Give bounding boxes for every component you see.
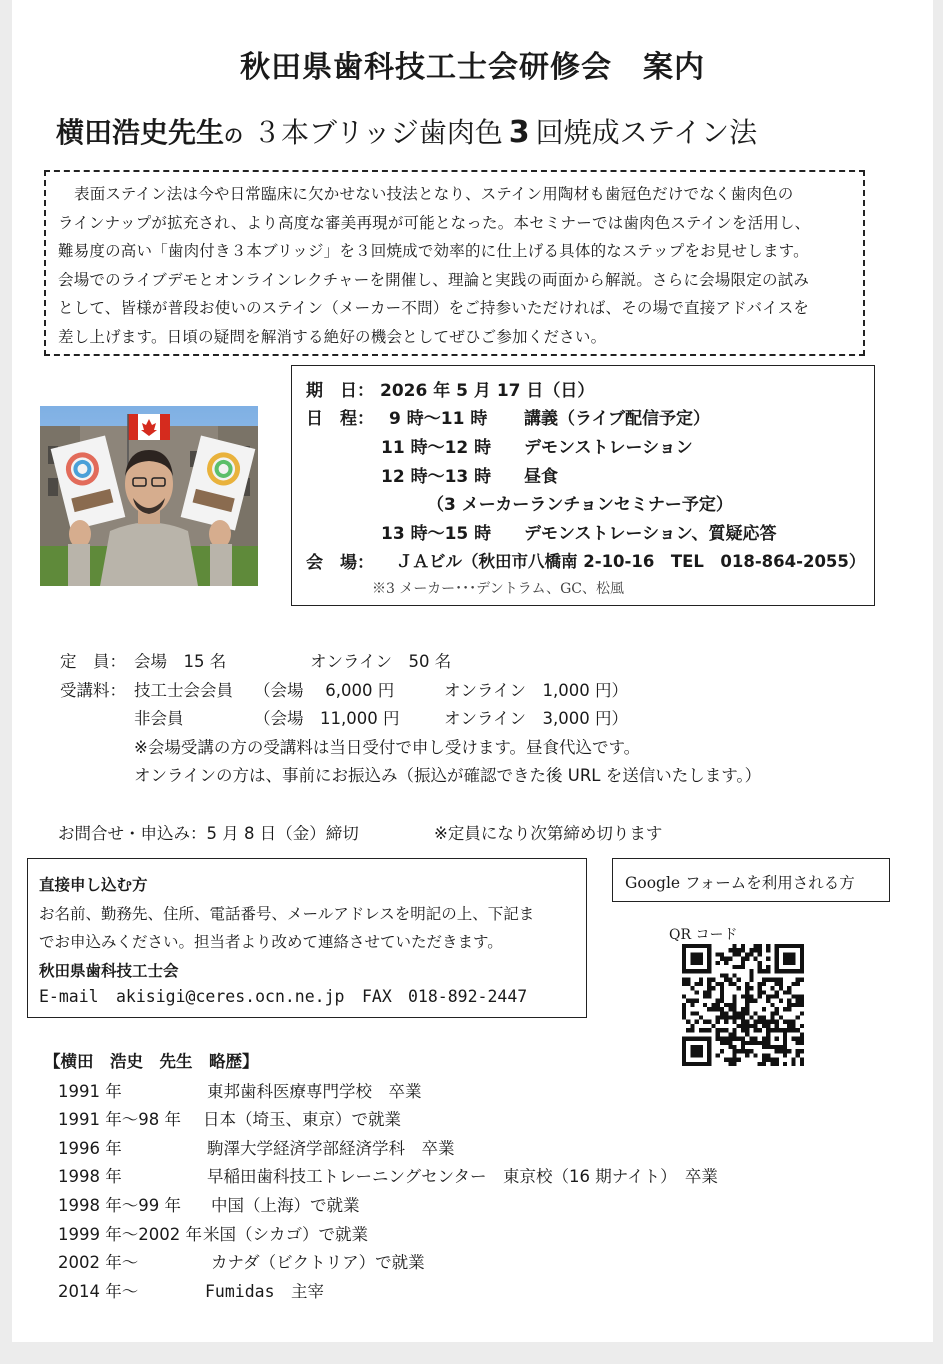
fee-note: ※会場受講の方の受講料は当日受付で申し受けます。昼食代込です。 bbox=[134, 738, 641, 757]
intro-line: 差し上げます。日頃の疑問を解消する絶好の機会としてぜひご参加ください。 bbox=[58, 327, 607, 346]
direct-heading: 直接申し込む方 bbox=[39, 876, 148, 894]
subtitle-number: 3 bbox=[508, 115, 530, 150]
qr-code-image bbox=[682, 944, 804, 1066]
qr-label: QR コード bbox=[669, 927, 738, 943]
schedule-time: 9 時～11 時 bbox=[389, 409, 488, 429]
intro-text bbox=[58, 180, 851, 352]
intro-line: 表面ステイン法は今や日常臨床に欠かせない技法となり、ステイン用陶材も歯冠色だけでなく歯肉色の bbox=[74, 185, 794, 203]
capacity-label: 定 員： bbox=[60, 652, 126, 671]
schedule-box bbox=[291, 365, 875, 606]
career-year: 2002 年～ bbox=[58, 1253, 139, 1272]
deadline-text: お問合せ・申込み：5 月 8 日（金）締切 bbox=[58, 824, 359, 843]
career-year: 1999 年～2002 年 bbox=[58, 1225, 202, 1244]
schedule-time: 13 時～15 時 bbox=[381, 524, 492, 544]
google-form-box bbox=[612, 858, 890, 902]
date-value: 2026 年 5 月 17 日（日） bbox=[380, 381, 595, 401]
career-year: 1998 年～99 年 bbox=[58, 1196, 181, 1215]
seminar-subtitle bbox=[56, 111, 757, 151]
schedule-desc: （3 メーカーランチョンセミナー予定） bbox=[427, 495, 733, 515]
email-label: E-mail bbox=[39, 987, 99, 1006]
fee-member-online: オンライン 1,000 円） bbox=[444, 681, 628, 700]
intro-line: として、皆様が普段お使いのステイン（メーカー不問）をご持参いただければ、その場で直接アドバイスを bbox=[58, 299, 810, 318]
career-heading: 【横田 浩史 先生 略歴】 bbox=[44, 1052, 259, 1071]
flyer-page bbox=[12, 0, 933, 1342]
intro-line: ラインナップが拡充され、より高度な審美再現が可能となった。本セミナーでは歯肉色ステインを活用し、 bbox=[58, 213, 811, 232]
schedule-desc: デモンストレーション、質疑応答 bbox=[524, 524, 777, 544]
organization-name: 秋田県歯科技工士会 bbox=[39, 962, 179, 980]
date-label: 期 日： bbox=[306, 381, 374, 401]
fee-member-label: 技工士会会員 bbox=[134, 681, 233, 700]
career-text: 駒澤大学経済学部経済学科 卒業 bbox=[207, 1139, 455, 1158]
maker-note: ※3 メーカー･･･デントラム、GC、松風 bbox=[372, 581, 624, 597]
google-form-label: Google フォームを利用される方 bbox=[625, 874, 855, 892]
intro-box bbox=[44, 170, 865, 356]
career-text: 米国（シカゴ）で就業 bbox=[203, 1225, 368, 1244]
career-year: 2014 年～ bbox=[58, 1282, 139, 1301]
fax-number: 018-892-2447 bbox=[408, 987, 528, 1006]
page-title: 秋田県歯科技工士会研修会 案内 bbox=[240, 50, 705, 85]
career-year: 1991 年～98 年 bbox=[58, 1110, 181, 1129]
lecturer-photo bbox=[40, 406, 258, 586]
fax-label: FAX bbox=[362, 987, 392, 1006]
qr-code[interactable] bbox=[682, 944, 804, 1066]
fee-member-venue: （会場 6,000 円 bbox=[254, 681, 395, 700]
career-text: カナダ（ビクトリア）で就業 bbox=[211, 1253, 425, 1272]
schedule-time: 11 時～12 時 bbox=[381, 438, 492, 458]
fee-label: 受講料： bbox=[60, 681, 126, 700]
venue-label: 会 場： bbox=[306, 553, 374, 573]
fee-nonmember-venue: （会場 11,000 円 bbox=[254, 709, 400, 728]
career-text: 中国（上海）で就業 bbox=[211, 1196, 360, 1215]
direct-line: でお申込みください。担当者より改めて連絡させていただきます。 bbox=[39, 933, 503, 951]
subtitle-particle: の bbox=[224, 125, 244, 147]
lecturer-name: 横田浩史先生 bbox=[56, 116, 225, 149]
venue-value: ＪＡビル（秋田市八橋南 2-10-16 TEL 018-864-2055） bbox=[396, 552, 866, 571]
fee-online-note: オンラインの方は、事前にお振込み（振込が確認できた後 URL を送信いたします。） bbox=[134, 766, 762, 785]
career-text: 日本（埼玉、東京）で就業 bbox=[203, 1110, 401, 1129]
subtitle-part1: ３本ブリッジ歯肉色 bbox=[253, 116, 503, 149]
career-text: Fumidas 主宰 bbox=[205, 1282, 325, 1301]
email-address[interactable]: akisigi@ceres.ocn.ne.jp bbox=[116, 987, 345, 1006]
career-year: 1991 年 bbox=[58, 1082, 122, 1101]
capacity-online: オンライン 50 名 bbox=[310, 652, 452, 671]
schedule-desc: デモンストレーション bbox=[524, 438, 693, 458]
capacity-venue: 会場 15 名 bbox=[134, 652, 227, 671]
subtitle-part2: 回焼成ステイン法 bbox=[535, 116, 758, 149]
intro-line: 会場でのライブデモとオンラインレクチャーを開催し、理論と実践の両面から解説。さらに会場限定の試み bbox=[58, 270, 810, 289]
intro-line: 難易度の高い「歯肉付き３本ブリッジ」を３回焼成で効率的に仕上げる具体的なステップをお見せします。 bbox=[58, 242, 809, 261]
schedule-desc: 昼食 bbox=[524, 467, 558, 487]
fee-nonmember-label: 非会員 bbox=[134, 709, 184, 728]
career-year: 1998 年 bbox=[58, 1167, 122, 1186]
schedule-time: 12 時～13 時 bbox=[381, 467, 492, 487]
career-year: 1996 年 bbox=[58, 1139, 122, 1158]
career-text: 早稲田歯科技工トレーニングセンター 東京校（16 期ナイト） 卒業 bbox=[207, 1167, 718, 1186]
direct-application-box bbox=[27, 858, 587, 1018]
fee-nonmember-online: オンライン 3,000 円） bbox=[444, 709, 628, 728]
program-label: 日 程： bbox=[306, 409, 374, 429]
deadline-note: ※定員になり次第締め切ります bbox=[434, 824, 663, 843]
schedule-desc: 講義（ライブ配信予定） bbox=[524, 409, 710, 429]
direct-line: お名前、勤務先、住所、電話番号、メールアドレスを明記の上、下記ま bbox=[39, 905, 535, 923]
career-text: 東邦歯科医療専門学校 卒業 bbox=[207, 1082, 422, 1101]
lecturer-photo-image bbox=[40, 406, 258, 586]
